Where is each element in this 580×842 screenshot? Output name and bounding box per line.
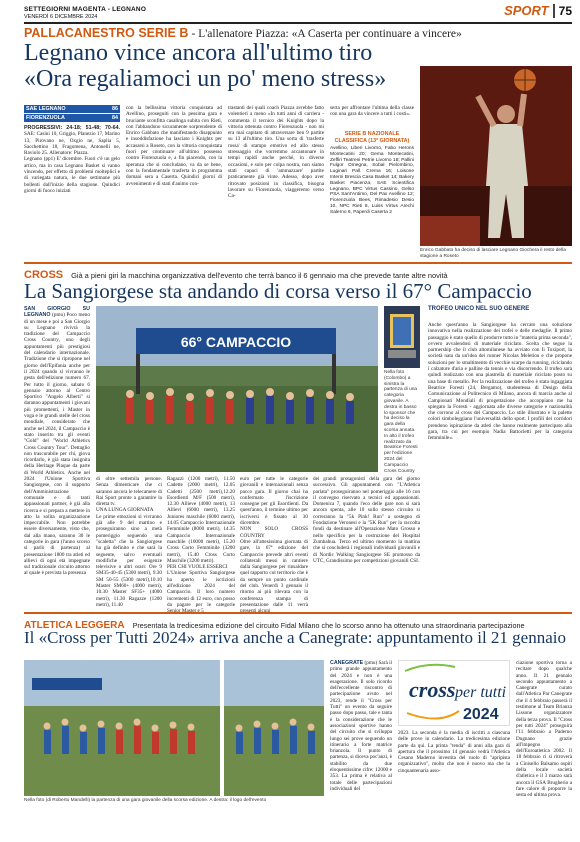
article2-title: La Sangiorgese sta andando di corsa verso il 67° Campaccio	[24, 279, 532, 303]
article1-col4: serta per affrontare l'ultima della classe con una gara da vincere a tutti i costi».	[330, 105, 414, 118]
issue-date: VENERDÌ 6 DICEMBRE 2024	[24, 14, 98, 20]
masthead	[24, 6, 146, 21]
article3-col3: ciazione sportiva torna a recitare dopo qualche anno. Il 21 gennaio secondo appuntamento a Canegrate curato dall'Atletica Par Canegrate che il 4 febbraio passerà il testimone al Team Brianza Lissone organizzatore della terza prova. Il "Cross per tutti 2024" proseguirà l'11 febbraio a Paderno Dugnano grazie all'impegno dell'Euroatletica 2002. Il 18 febbraio ci si ritroverà a Cinisello Balsamo ospiti della locale società d'atletica e il 3 marzo sarà ancora il GSA Brugherio a fare calore di proporre la sesta ed ultima prova.	[516, 660, 572, 799]
standings-text: Avellino, Liberi Livorno, Fabo Herons Montecatini 20; Gema Montecatini, Zeffiri Teatreni Petrie Livorno 18; Pallini Fulgor Omegna, Sobal Pielombino, Luginari Pall. Crema 16; Loisone Interni Brescia Casa Basket 14; Bakery Basket Piacenza, SAE Scientifica Legnano, BPC Virtus Cassino, Gelso PSA Sant'Antimo, Del Pax Avellino 12; Fiorenzuola Bees, Rimadesio Desio 10, NPC Rieti 8, Luiss Virtus Arechi Salerno 6, Paperdi Caserta 2	[330, 146, 414, 215]
sidebar-text: Anche quest'anno la Sangiorgese ha cercato una soluzione innovativa nella realizzazione dei trofei e delle medaglie. Il primo passaggio è stato quello di produrre tutto in "materia prima seconda", ovvero avvalendosi di materiale riciclato. Scelta che segue la partnership che il club altomilanese ha avviato con Ii Toxiport, la società nata da un'idea dei runner Nicolas Meletiou e che propone soluzioni per lo smaltimento di vecchie scarpe da running, riciclando i calzature d'aria e palline da tennis e via discorrendo. Il trofeo sarà quindi realizzato con una piastrella di materiale riciclato posto su una base di metallo. Per la realizzazione del trofeo è stata ingaggiata Beatrice Foresti (24, Bergamo), studentessa di Design della Comunicazione al Politecnico di Milano, ancora di marcia anche al Campionati Mondiali di progettazione che accoppiano me ha spiegato la Foresti - aggiornata alle diverse categorie e nazionalità che corrono al cross del Campaccio. Lo stile illustrato e la palette colori simboleggiano l'universalità dello sport. I profili dei corridori prendono ispirazione da atleti che hanno realmente partecipato alla gara, tra cui per esempio Nadia Battocletti per la categoria femminile».	[428, 322, 572, 442]
campaccio-photo	[96, 306, 378, 472]
article2-col5: dei grandi protagonisti della gara del giorno successivo. Gli appuntamenti con "L'Atletica parlata" proseguiranno nel pomeriggio alle 16 con il convegno riservato a tecnici ed appassionati. Domenica 7, quando l'eco delle gare non si sarà ancora spenta, alle 10 sullo stesso circuito si correranno la "5k Pink! Run" a sostegno di Fondazione Veronesi e la "5K Run" per la raccolta fondi da destinare all'Operazione Mato Grosso e nello specifico per la costruzione del Hospital Zumbahua. Terzo ed ultimo momento la mattina che si concluderà i regionali individuali giovanili e di Nordic Walking Sangiorgese SE promosso da UTC, Grandissimo per competizioni giovanili CSI.	[313, 476, 420, 564]
trophy-sidebar	[428, 306, 572, 604]
section-rule-2	[24, 612, 572, 614]
article1-kicker-line	[24, 26, 484, 41]
section-rule	[24, 262, 572, 264]
article1-col1-text: SAE: Casini 10, Griggio, Planezio 17, Marino 13, Pirovano ne, Oxgio ne, Saplia 5, Sacchettino 18, Fragomena, Antonelli ne, Raviolo 25. Allenatore: Piazza. Legnano (pp1) E' dicembre. Fuori c'è un gelo artico, ma in casa Legnano Basket si vanno vincendo, per effetto di problemi molteplici e di variegata natura, le due settimane più bollenti dall'inizio della stagione. Quindici giorni di fuoco iniziati	[24, 131, 120, 194]
page-number: 75	[558, 3, 572, 18]
article3-col2: 2023. La seconda è la media di iscritti a ciascuna delle prove in calendario. La tredicesima edizione parte da qui. La prima "tenda" di anni alla gara di apertura che il prossimo 14 gennaio vedrà l'Atletica Cesano Maderno investita del ruolo di "apripista organizzativo", molto che non è nuovo ma che la cinquantenaria asso-	[398, 730, 510, 774]
sidebar-title: TROFEO UNICO NEL SUO GENERE	[428, 306, 530, 312]
paper-name: SETTEGIORNI MAGENTA - LEGNANO	[24, 6, 147, 13]
article2-col1-text: (pmu) Poco meno di un mese e poi a San Giorgio su Legnano rivivrà la tradizione del Campaccio Cross Country, uno degli appuntamenti più prestigiosi del calendario internazionale. Tradizione che si ripropone nel giorno dell'Epifania anche per il 2024 quando si vivranno le gesta dell'edizione numero 67. Per tutto il giorno, sabato 6 gennaio attorno al Centro Sportivo "Angelo Alberti" si daranno appuntamenti i giovani più promettenti, i Master in voga e le grandi stelle del cross mondiale, considerato che anche nel 2024, il Campaccio è stato inserito tra gli eventi "Gold" del "World Athletics Cross Country Tour". Dettaglio non trascurabile per chi, giova ricordarlo, è già stata insignita della Heritage Plaque da parte di World Athletics. Anche nel 2024 l'Unione Sportiva Sangiorgese, con il supporto dell'Amministrazione comunale e di tanti appassionati partner, è già alla ricerca e si prepara a mettere in atto la solita organizzazione impeccabile. Non potrebbe essere diversamente, visto che, dal alla mano, saranno 30 le categorie in gara (l'anno scorso si parlò di partenza) al presentazione 1800 tra atleti ed allievi di ogni età impegnate sul tradizionale circuito attorno al quale è prevista la presenza	[24, 312, 90, 577]
article2-caption: Nella foto (Colombo) a sinistra la partenza di una categoria giovanile. A destra in basso lo sponsor che ha deciso la gara della scorsa annata. In alto il trofeo realizzato da Beatrice Foresti per l'edizione 2024 del Campaccio Cross Country	[384, 370, 418, 474]
score-row: SAE LEGNANO 86	[26, 106, 118, 112]
article1-title-line1: Legnano vince ancora all'ultimo tiro	[24, 40, 373, 66]
cross-per-tutti-logo	[398, 660, 510, 726]
progressivi: PROGRESSIVI: 24-18; 51-48; 70-64.	[24, 125, 120, 131]
logo-word-pertutti: per tutti	[455, 684, 507, 701]
article3-kicker: ATLETICA LEGGERA	[24, 620, 125, 631]
article2-col1	[24, 306, 90, 606]
article2-col2: di oltre settemila persone. Senza dimenticare che ci saranno ancora le telecamere di Rai Sport pronte a garantire la diretta tv. UNA LUNGA GIORNATA Le prime emozioni si vivranno già alle 9 del mattino e proseguiranno sino a metà pomeriggio seguendo una "scaletta" che la Sangiorgese ha già definito e che sarà la seguente, salvo eventuali modifiche per esigenze televisive o altri orari: Ore 9 SM35-40-45 (5300 metri), 9.30 SM 50-55 (5300 metri),10.10 Master SM60+ (4000 metri), 10.30 Master SF35+ (4000 metri), 11.30 Ragazze (1200 metri), 11.40	[96, 476, 162, 608]
event-logo-icon	[399, 661, 511, 727]
section-header	[504, 3, 572, 18]
cross-photo-2	[224, 660, 324, 796]
header-rule	[24, 22, 572, 24]
player-image	[420, 66, 572, 246]
article3-subtitle: Presentata la tredicesima edizione del circuito Fidal Milano che lo scorso anno ha ottenuto una straordinaria partecipazione	[132, 621, 525, 630]
article1-photo-caption: Enrico Gabbato ha deciso di lasciare Legnano Giochera il resto della stagione a Roseto	[420, 248, 566, 259]
standings-title: SERIE B NAZIONALE CLASSIFICA (13ª GIORNATA)	[334, 131, 410, 144]
trophy-photo	[384, 306, 420, 368]
article3-col1	[330, 660, 392, 810]
article1-subtitle: - L'allenatore Piazza: «A Caserta per continuare a vincere»	[191, 28, 462, 40]
article1-col2: con la bellissima vittoria conquistata ad Avellino, proseguiti con la pessima gara e bruciante sconfitta casalinga subita con Rieti, con l'abbandono sicuramente sorprendente di Enrico Gabbato che manifestando disappunto e insoddisfazione ha lasciato i Knights per accasarsi a Roseto, con la vittoria conquistata fuori per continuare all'ultimo possesso contro Fiorenzuola e, a fin piacendo, con la speranza che si concludano, va da se bene, con la fondamentale trasferta in programma domani sera a Caserta. Quindici giorni di avvenimenti e di stati d'animo con-	[126, 105, 222, 187]
article1-title-line2: «Ora regaliamoci un po' meno stress»	[24, 65, 387, 92]
article2-lede: SAN GIORGIO SU LEGNANO	[24, 306, 90, 319]
article1-kicker: PALLACANESTRO SERIE B	[24, 26, 189, 40]
article1-col3: trastanti dei quali coach Piazza avrebbe fatto volentieri a meno «In tutti anni di carriera - commenta il tecnico dei Knights dopo la vittoria ottenuta contro Fiorenzuola - non mi era mai capitato di attraversare ben 9 partite su 13 all'ultimo tiro. Una sorta di 'trasferte rossa' di stampo emotivo ed allo stesso stressaggio che vorremmo accantonare in tempi rapidi anche perché, in diverse occasioni, e solo per colpa nostra, non siamo stati capaci di 'ammazzare' partite praticamente già vinte. Adesso, dopo aver ritrovato posizioni in classifica, bisogna lavorare su Fiorenzuola, viaggeremo verso Ca-	[228, 105, 324, 200]
cross-photo	[24, 660, 220, 796]
article1-col1	[24, 125, 120, 243]
article3-col1-text: (pmu) Sarà il primo grande appuntamento del 2024 e non è una esagerazione. Il solo ricordo dell'eccellente riscontro di partecipazione avuto nel 2023, rende il "Cross per Tutti" un evento da seguire passo dopo passo, tale e tanta è la considerazione che le associazioni sportive hanno del circuito che si sviluppa lungo sei prove seguendo un itinerario a forte matrice brianzola. Il punto di partenza, si diceva poc'anzi, è stabilito da due eloquentissime cifre: 12000 e 353. La prima è relativa al totale delle partecipazioni individuali del	[330, 660, 393, 792]
article1-title	[24, 41, 464, 93]
runners-image	[224, 660, 324, 796]
article2-kicker: CROSS	[24, 269, 64, 281]
article2-subtitle: Già a pieni giri la macchina organizzativa dell'evento che terrà banco il 6 gennaio ma che prevede tante altre novità	[71, 271, 448, 280]
article3-title: Il «Cross per Tutti 2024» arriva anche a Canegrate: appuntamento il 21 gennaio	[24, 628, 566, 647]
logo-year: 2024	[463, 706, 499, 723]
article2-col4: euro per tutte le categorie giovanili e internazionali senza pacco gara. Il giorno chai ha confermato l'iscrizione consegne per gli Esordienti. Da quest'anno, il termine ultimo per iscriversi è fissato al 30 dicembre. NON SOLO CROSS COUNTRY Oltre all'attesissima giornata di gare, la 67ª edizione del Campaccio prevede altri eventi collaterali messi in cantiere dalla Sangiorgese per rinsaldare quel rapporto col territorio che è da sempre un punto cardinale del club. Venerdì 3 gennaio il ritorno ai più rilevata con la conferenza stampa di presentazione dalle 11 verrà	[240, 476, 308, 608]
standings-box	[330, 131, 414, 246]
logo-word-cross: cross	[409, 677, 456, 702]
banner-text: 66° CAMPACCIO	[180, 334, 292, 350]
basketball-photo	[420, 66, 572, 246]
score-row: FIORENZUOLA 84	[26, 115, 118, 121]
race-start-image	[96, 306, 378, 472]
article3-caption: Nella foto (di Roberto Mandelli) la partenza di una gara giovanile della scorsa edizione. A destra: il logo dell'evento	[24, 798, 267, 803]
article3-lede: CANEGRATE	[330, 660, 364, 666]
trophy-image	[384, 306, 420, 368]
scoreboard	[24, 105, 120, 123]
section-label: SPORT	[504, 3, 549, 18]
divider	[553, 4, 555, 18]
youth-race-image	[24, 660, 220, 796]
article2-col3: Ragazzi (1200 metri), 11.50 Cadette (2000 metri), 12.05 Cadetti (2500 metri),12.20 Esordienti M/F (500 metri), 12.30 Allieve (4000 metri), 13 Allievi (6000 metri), 13.25 Juniores maschile (6000 metri), 14.05 Campaccio Internazionale Femminile (8000 metri), 14.35 Campaccio Internazionale maschile (10000 metri), 15.20 Cross Corto Femminile (3200 metri), 15.40 Cross Corto Maschile (3200 metri). PER CHI VUOLE ESSERCI L'Unione Sportiva Sangiorgese ha aperto le iscrizioni all'edizione 2024 del Campaccio. Il loro numero incrementi di 12 euro, con posso da pagare per le categorie	[167, 476, 235, 608]
